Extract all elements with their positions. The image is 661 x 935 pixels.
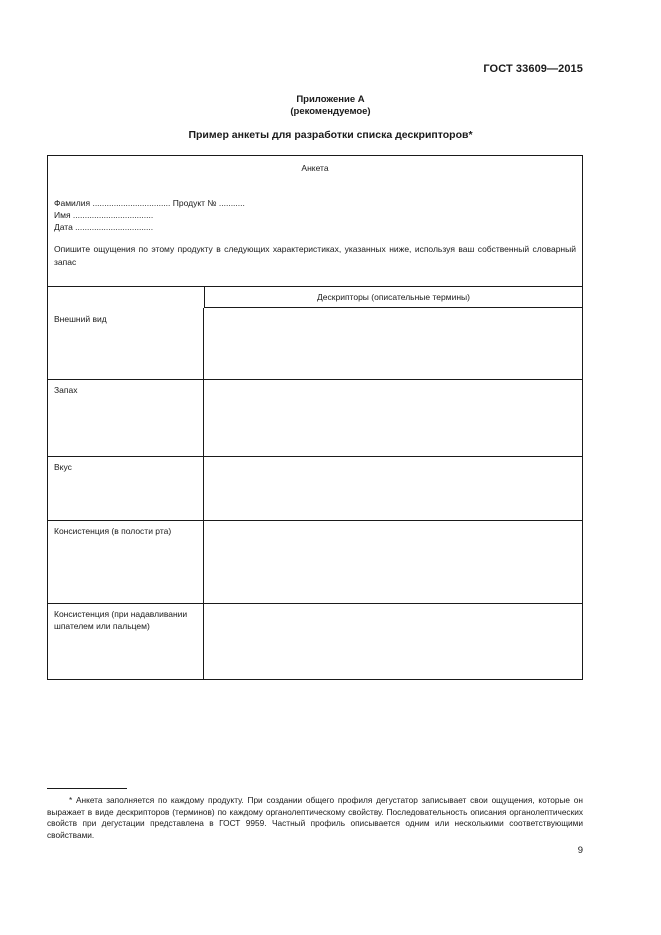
row-label-texture-pressure: Консистенция (при надавливании шпателем или пальцем) bbox=[48, 603, 204, 679]
footnote-separator bbox=[47, 788, 127, 789]
descriptors-column-header: Дескрипторы (описательные термины) bbox=[204, 286, 582, 308]
standard-designation: ГОСТ 33609—2015 bbox=[483, 63, 583, 75]
row-input-appearance[interactable] bbox=[204, 308, 582, 379]
surname-product-field[interactable]: Фамилия ................................. Продукт № ........... bbox=[54, 198, 245, 208]
row-label-smell: Запах bbox=[48, 379, 204, 456]
questionnaire-name: Анкета bbox=[301, 163, 329, 173]
first-name-field[interactable]: Имя .................................. bbox=[54, 210, 154, 220]
document-title: Пример анкеты для разработки списка дескрипторов* bbox=[188, 129, 473, 141]
appendix-heading bbox=[0, 94, 661, 118]
row-input-taste[interactable] bbox=[204, 456, 582, 520]
page-number: 9 bbox=[577, 845, 583, 856]
row-input-smell[interactable] bbox=[204, 379, 582, 456]
row-label-taste: Вкус bbox=[48, 456, 204, 520]
instruction-text: Опишите ощущения по этому продукту в следующих характеристиках, указанных ниже, используя ваш собственный словарный запас bbox=[54, 244, 576, 267]
row-label-appearance: Внешний вид bbox=[48, 308, 204, 379]
appendix-title: Приложение А bbox=[296, 94, 365, 105]
row-label-texture-mouth: Консистенция (в полости рта) bbox=[48, 520, 204, 603]
date-field[interactable]: Дата ................................. bbox=[54, 222, 154, 232]
questionnaire-header-cell bbox=[48, 156, 582, 287]
appendix-status: (рекомендуемое) bbox=[290, 106, 371, 117]
questionnaire-table bbox=[47, 155, 583, 680]
footnote-text: * Анкета заполняется по каждому продукту. При создании общего профиля дегустатор записывает свои ощущения, которые он выражает в виде дескрипторов (терминов) по каждому органолептическому свойству. Последовательность описания органолептических свойств при дегустации представлена в ГОСТ 9959. Частный профиль описывается одним или несколькими соответствующими свойствами. bbox=[47, 795, 583, 840]
row-input-texture-pressure[interactable] bbox=[204, 603, 582, 679]
row-input-texture-mouth[interactable] bbox=[204, 520, 582, 603]
